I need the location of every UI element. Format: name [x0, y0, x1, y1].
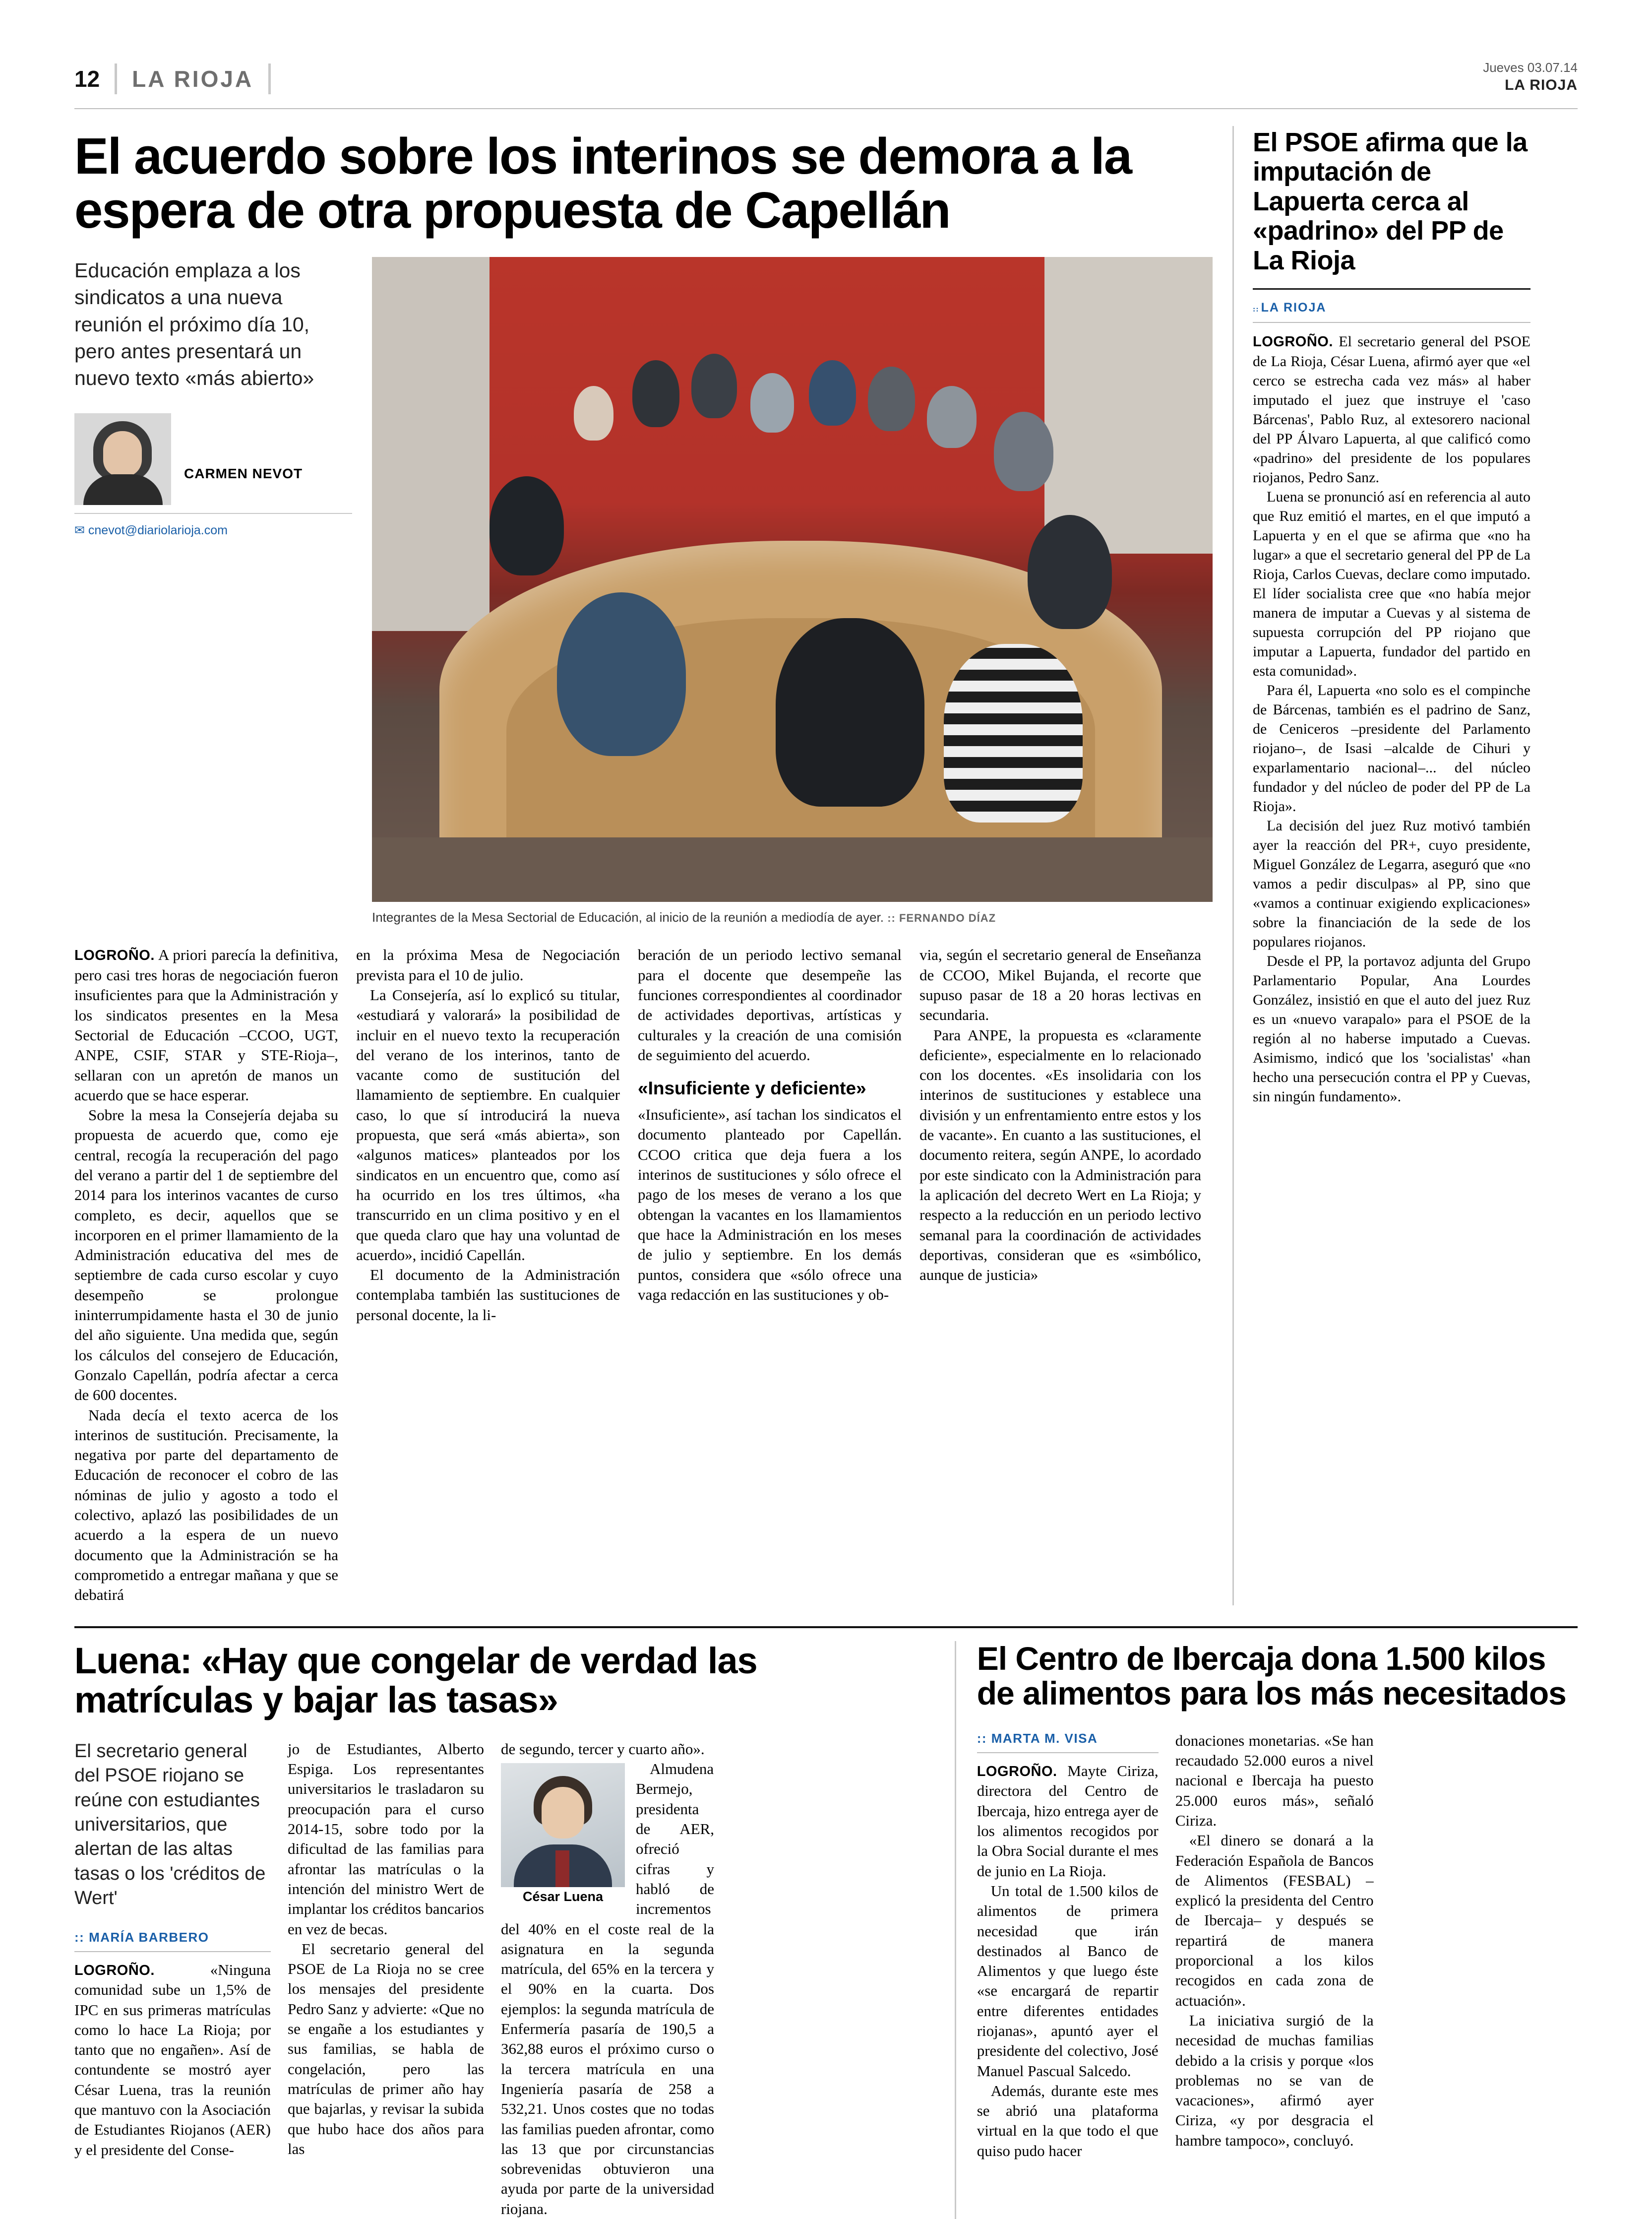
paragraph: Para ANPE, la propuesta es «claramente deficiente», especialmente en lo relacionado con los docentes. «Es insolidaria con los interinos de sustituciones y establece una división y un enfrentamiento entre estos y los de vacante». En cuanto a las sustituciones, el documento reitera, según ANPE, lo acordado por este sindicato con la Administración para la aplicación del decreto Wert en La Rioja; y respecto a la reducción en un periodo lectivo semanal para la coordinación de actividades deportivas, consideran que es «simbólico, aunque de justicia»	[919, 1026, 1201, 1284]
paragraph	[74, 1960, 271, 2160]
intro-row	[74, 257, 1213, 925]
photo-credit: :: FERNANDO DÍAZ	[887, 912, 996, 925]
rail-headline: El PSOE afirma que la imputación de Lapuerta cerca al «padrino» del PP de La Rioja	[1253, 127, 1528, 275]
body-column-4	[919, 945, 1201, 1605]
kicker-dots: ::	[74, 1929, 85, 1945]
lower-left-column-3	[501, 1739, 714, 2219]
paragraph-text: El secretario general del PSOE de La Rioja, César Luena, afirmó ayer que «el cerco se estrecha cada vez más» al haber imputado el juez que instruye el 'caso Bárcenas', Pablo Ruz, al extesorero nacional del PP Álvaro Lapuerta, al que calificó como «padrino» del presidente de los populares riojanos, Pedro Sanz.	[1253, 333, 1531, 486]
lower-right-column-1	[977, 1731, 1175, 2161]
envelope-icon: ✉	[74, 523, 85, 537]
kicker-label: LA RIOJA	[1261, 300, 1327, 315]
lower-left-column-1	[74, 1739, 288, 2219]
paragraph: Para él, Lapuerta «no solo es el compinche de Bárcenas, también es el padrino de Sanz, de Ceniceros –presidente del Parlamento riojano–, de Isasi –alcalde de Cihuri y exparlamentario nacional–... del núcleo fundador y del núcleo de poder del PP de La Rioja».	[1253, 682, 1530, 815]
standfirst: Educación emplaza a los sindicatos a una nueva reunión el próximo día 10, pero antes presentará un nuevo texto «más abierto»	[74, 259, 314, 389]
rail-rule	[1253, 288, 1530, 290]
paragraph: via, según el secretario general de Enseñanza de CCOO, Mikel Bujanda, el recorte que supuso pasar de 18 a 20 horas lectivas en secundaria.	[919, 946, 1201, 1024]
author-rule	[74, 1951, 271, 1952]
lower-left-author	[74, 1930, 271, 1945]
issue-date: Jueves 03.07.14	[1483, 60, 1578, 75]
paragraph: de segundo, tercer y cuarto año».	[501, 1740, 705, 1758]
lower-left-columns	[74, 1739, 935, 2219]
paragraph-text: A priori parecía la definitiva, pero casi tres horas de negociación fueron insuficientes para que la Administración y los sindicatos presentes en la Mesa Sectorial de Educación –CCOO, UGT, ANPE, CSIF, STAR y STE-Rioja–, sellaran con un apretón de manos un acuerdo que se hace esperar.	[74, 946, 339, 1104]
paragraph: La iniciativa surgió de la necesidad de muchas familias debido a la crisis y porque «los problemas no se van de vacaciones», afirmó ayer Ciriza, «y por desgracia el hambre tampoco», concluyó.	[1175, 2011, 1374, 2149]
paragraph: Almudena Bermejo, presidenta de AER, ofreció cifras y habló de incrementos del 40% en el coste real de la asignatura en la segunda matrícula, del 65% en la tercera y el 90% en la cuarta. Dos ejemplos: la segunda matrícula de Enfermería pasaría de 190,5 a 362,88 euros el próximo curso o la tercera matrícula en una Ingeniería pasaría de 258 a 532,21. Unos costes que no todas las familias pueden afrontar, como las 13 que por circunstancias sobrevenidas obtuvieron una ayuda por parte de la universidad riojana.	[501, 1760, 714, 2218]
paragraph: La Consejería, así lo explicó su titular, «estudiará y valorará» la posibilidad de incluir en el nuevo texto la recuperación del verano de los interinos, tanto de vacante como de sustitución del llamamiento de septiembre. En cualquier caso, lo que sí introducirá la nueva propuesta, que será «más abierta», son «algunos matices» planteados por los sindicatos en un encuentro que, como así ha ocurrido en los tres últimos, «ha transcurrido en un clima positivo y en el que queda claro que hay una voluntad de acuerdo», incidió Capellán.	[356, 986, 620, 1264]
masthead	[74, 60, 1578, 103]
author-name: MARTA M. VISA	[991, 1730, 1098, 1746]
paragraph: Luena se pronunció así en referencia al auto que Ruz emitió el martes, en el que imputó a Lapuerta y en el que se afirma que «no ha lugar» a que el secretario general del PP de La Rioja, Carlos Cuevas, declare como imputado. El líder socialista cree que «no había mejor manera de imputar a Cuevas y al sistema de supuesta corrupción del PP riojano que imputar a Lapuerta, fundador del partido en esta comunidad».	[1253, 488, 1530, 679]
lower-column-divider	[955, 1641, 956, 2219]
paragraph: en la próxima Mesa de Negociación prevista para el 10 de julio.	[356, 946, 620, 984]
paragraph: Además, durante este mes se abrió una plataforma virtual en la que todo el que quiso pudo hacer	[977, 2082, 1159, 2159]
paper-brand: LA RIOJA	[1505, 76, 1578, 93]
page-folio: 12	[74, 66, 100, 92]
body-column-1	[74, 945, 356, 1605]
masthead-divider-right	[268, 63, 271, 94]
paragraph: Un total de 1.500 kilos de alimentos de primera necesidad que irán destinados al Banco de Alimentos y que luego éste «se encargará de repartir entre diferentes entidades riojanas», apuntó ayer el presidente del colectivo, José Manuel Pascual Salcedo.	[977, 1882, 1159, 2080]
lower-section	[74, 1626, 1578, 2219]
author-email-text: cnevot@diariolarioja.com	[88, 523, 228, 537]
paragraph: Nada decía el texto acerca de los interinos de sustitución. Precisamente, la negativa por parte del departamento de Educación de reconocer el cobro de las nóminas de julio y agosto a todo el colectivo, aplazó las posibilidades de un acuerdo a la espera de un nuevo documento que la Administración se ha comprometido a entregar mañana y que se debatirá	[74, 1406, 338, 1604]
dateline: LOGROÑO.	[1253, 333, 1333, 350]
rail-kicker	[1253, 301, 1530, 315]
rail-kicker-rule	[1253, 322, 1530, 323]
rail-article	[1253, 126, 1530, 1605]
paragraph: Sobre la mesa la Consejería dejaba su propuesta de acuerdo que, como eje central, recogía la recuperación del pago del verano a partir del 1 de septiembre del 2014 para los interinos vacantes de curso completo, es decir, aquellos que se incorporen en el primer llamamiento de la Administración educativa del mes de septiembre de cada curso escolar y cuyo desempeño se prolongue ininterrumpidamente hasta el 30 de junio del año siguiente. Una medida que, según los cálculos del consejero de Educación, Gonzalo Capellán, podría afectar a cerca de 600 docentes.	[74, 1106, 338, 1404]
author-name: CARMEN NEVOT	[184, 465, 303, 481]
paragraph-text: «Ninguna comunidad sube un 1,5% de IPC en sus primeras matrículas como lo hace La Rioja; por tanto que no engañen». Así de contundente se mostró ayer César Luena, tras la reunión que mantuvo con la Asociación de Estudiantes Riojanos (AER) y el presidente del Conse-	[74, 1961, 271, 2158]
paragraph	[74, 945, 338, 1105]
masthead-right	[1483, 60, 1578, 94]
byline-rule	[74, 513, 352, 514]
paragraph: El documento de la Administración contemplaba también las sustituciones de personal docente, la li-	[356, 1266, 620, 1324]
top-section	[74, 126, 1578, 1605]
kicker-dots: ::	[1253, 305, 1259, 314]
lower-right-column-2	[1175, 1731, 1374, 2161]
sub-headline: «Insuficiente y deficiente»	[638, 1078, 866, 1099]
paragraph-text: Mayte Ciriza, directora del Centro de Ibercaja, hizo entrega ayer de los alimentos recogidos por la Obra Social durante el mes de junio en La Rioja.	[977, 1762, 1159, 1880]
paragraph: jo de Estudiantes, Alberto Espiga. Los representantes universitarios le trasladaron su preocupación para el curso 2014-15, sobre todo por la dificultad de las familias para afrontar las matrículas o la intención del ministro Wert de implantar los créditos bancarios en vez de becas.	[288, 1740, 484, 1938]
author-name: MARÍA BARBERO	[89, 1929, 209, 1945]
paragraph: donaciones monetarias. «Se han recaudado 52.000 euros a nivel nacional e Ibercaja ha puesto 25.000 euros más», señaló Ciriza.	[1175, 1731, 1374, 1829]
dateline: LOGROÑO.	[74, 948, 155, 964]
column-divider	[1232, 126, 1234, 1605]
section-name: LA RIOJA	[132, 66, 254, 92]
body-column-2	[356, 945, 638, 1605]
paragraph: beración de un periodo lectivo semanal para el docente que desempeñe las funciones correspondientes al coordinador de actividades deportivas, artísticas y culturales y la creación de una comisión de seguimiento del acuerdo.	[638, 946, 902, 1064]
masthead-left	[74, 63, 271, 94]
lower-right-columns	[977, 1731, 1578, 2161]
kicker-dots: ::	[977, 1730, 987, 1746]
masthead-rule	[74, 108, 1578, 109]
main-headline: El acuerdo sobre los interinos se demora a la espera de otra propuesta de Capellán	[74, 127, 1131, 239]
lower-right-headline: El Centro de Ibercaja dona 1.500 kilos de alimentos para los más necesitados	[977, 1640, 1566, 1712]
paragraph	[1253, 332, 1530, 487]
photo-caption-text: Integrantes de la Mesa Sectorial de Educación, al inicio de la reunión a mediodía de ayer.	[372, 910, 884, 925]
lower-right-article	[977, 1641, 1578, 2219]
lower-left-article	[74, 1641, 955, 2219]
lower-left-headline: Luena: «Hay que congelar de verdad las matrículas y bajar las tasas»	[74, 1640, 757, 1720]
portrait-photo	[501, 1763, 625, 1887]
lower-grid	[74, 1641, 1578, 2219]
author-rule	[977, 1752, 1159, 1753]
lower-right-author	[977, 1731, 1159, 1746]
paragraph: «Insuficiente», así tachan los sindicatos el documento planteado por Capellán. CCOO critica que deja fuera a los interinos de sustituciones y sólo ofrece el pago de los meses de verano a los que obtengan la vacantes en los llamamientos que hace la Administración en los meses de julio y septiembre. En los demás puntos, considera que «sólo ofrece una vaga redacción en las sustituciones y ob-	[638, 1106, 902, 1303]
dateline: LOGROÑO.	[977, 1763, 1057, 1779]
body-column-3	[638, 945, 919, 1605]
lower-left-column-2	[288, 1739, 501, 2219]
lower-section-rule	[74, 1626, 1578, 1628]
author-photo	[74, 413, 171, 505]
author-email[interactable]	[74, 523, 352, 538]
masthead-divider-left	[115, 63, 117, 94]
meeting-photo	[372, 257, 1213, 902]
paragraph: Desde el PP, la portavoz adjunta del Grupo Parlamentario Popular, Ana Lourdes González, insistió en que el auto del juez Ruz es un «nuevo varapalo» para el PSOE de la región al no haberse imputado a Cuevas. Asimismo, indicó que los 'socialistas' «han hecho una persecución contra el PP y Cuevas, sin ningún fundamento».	[1253, 952, 1530, 1105]
portrait-caption: César Luena	[522, 1889, 604, 1904]
paragraph	[977, 1761, 1159, 1881]
paragraph: La decisión del juez Ruz motivó también ayer la reacción del PR+, cuyo presidente, Miguel González de Legarra, aseguró que «no vamos a pedir disculpas» al PP, sino que «vamos a continuar exigiendo explicaciones» sobre la financiación de la sede de los populares riojanos.	[1253, 817, 1530, 950]
intro-column	[74, 257, 372, 925]
photo-caption	[372, 910, 1213, 925]
lower-left-standfirst: El secretario general del PSOE riojano se reúne con estudiantes universitarios, que alertan de las altas tasas o los 'créditos de Wert'	[74, 1740, 266, 1909]
paragraph: «El dinero se donará a la Federación Española de Bancos de Alimentos (FESBAL) –explicó la presidenta del Centro de Ibercaja– y después se repartirá de manera proporcional a los kilos recogidos en cada zona de actuación».	[1175, 1832, 1374, 2009]
main-body-columns	[74, 945, 1213, 1605]
byline	[74, 413, 352, 505]
paragraph: El secretario general del PSOE de La Rioja no se cree los mensajes del presidente Pedro Sanz y advierte: «Que no se engañe a los estudiantes y sus familias, se habla de congelación, pero las matrículas de primer año hay que bajarlas, y revisar la subida que hubo hace dos años para las	[288, 1940, 484, 2157]
main-figure	[372, 257, 1213, 925]
main-article	[74, 126, 1232, 1605]
dateline: LOGROÑO.	[74, 1962, 155, 1978]
